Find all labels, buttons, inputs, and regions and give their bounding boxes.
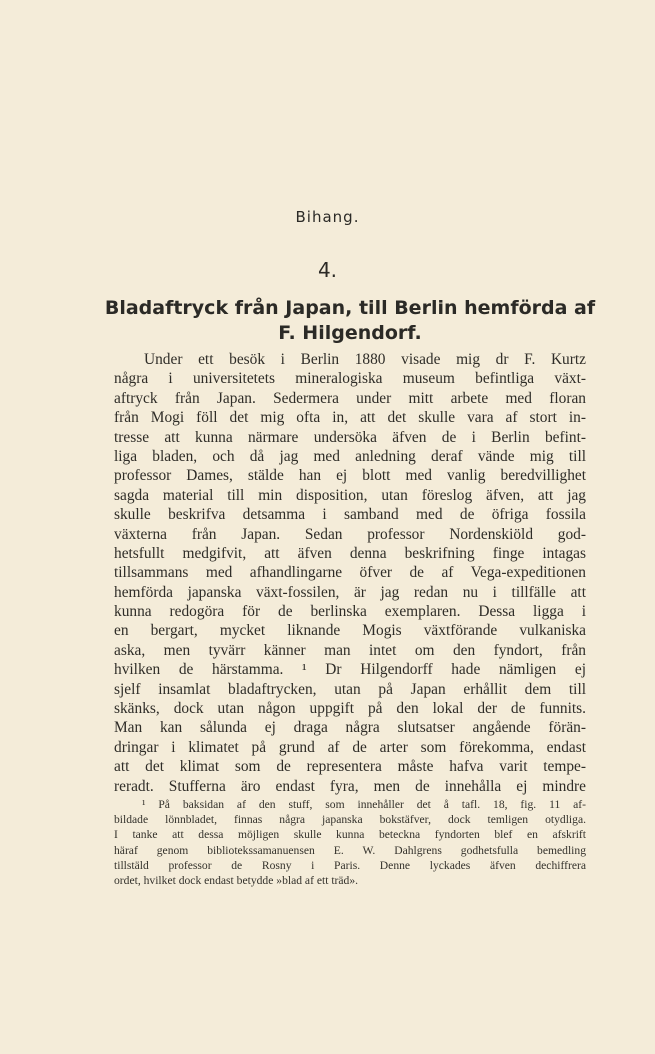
chapter-title [100, 296, 600, 346]
body-line: aftryck från Japan. Sedermera under mitt arbete med floran [114, 389, 586, 407]
body-line: en bergart, mycket liknande Mogis växtförande vulkaniska [114, 622, 586, 640]
footnote-line: bildade lönnbladet, finnas några japanska bokstäfver, dock temligen otydliga. [114, 813, 586, 827]
body-line: från Mogi föll det mig ofta in, att det skulle vara af stort in- [114, 409, 586, 427]
body-line: att det klimat som de representera måste hafva varit tempe- [114, 758, 586, 776]
footnote-line: ¹ På baksidan af den stuff, som innehåller det å tafl. 18, fig. 11 af- [142, 798, 586, 811]
footnote-line: I tanke att dessa möjligen skulle kunna beteckna fyndorten blef en afskrift [114, 828, 586, 842]
body-line: Man kan sålunda ej draga några slutsatser angående förän- [114, 719, 586, 737]
body-line: skänks, dock utan någon uppgift på den lokal der de funnits. [114, 700, 586, 718]
appendix-heading: Bihang. [295, 208, 360, 226]
body-line: växterna från Japan. Sedan professor Nordenskiöld god- [114, 525, 586, 543]
body-line: dringar i klimatet på grund af de arter som förekomma, endast [114, 738, 586, 756]
body-line: hvilken de härstamma. ¹ Dr Hilgendorff hade nämligen ej [114, 661, 586, 679]
body-line: tillsammans med afhandlingarne öfver de af Vega-expeditionen [114, 564, 586, 582]
body-line: professor Dames, stälde han ej blott med vanlig beredvillighet [114, 467, 586, 485]
chapter-number: 4. [317, 258, 338, 282]
body-line: aska, men tyvärr känner man intet om den fyndort, från [114, 641, 586, 659]
body-line: tresse att kunna närmare undersöka äfven de i Berlin befint- [114, 428, 586, 446]
body-line: skulle beskrifva detsamma i samband med de öfriga fossila [114, 506, 586, 524]
body-line: reradt. Stufferna äro endast fyra, men de innehålla ej mindre [114, 777, 586, 795]
body-line: hetsfullt medgifvit, att äfven denna beskrifning finge intagas [114, 544, 586, 562]
body-text [114, 350, 586, 796]
body-line: kunna redogöra för de berlinska exemplaren. Dessa ligga i [114, 603, 586, 621]
body-line: sjelf insamlat bladaftrycken, utan på Japan erhållit dem till [114, 680, 586, 698]
body-line: några i universitetets mineralogiska museum befintliga växt- [114, 370, 586, 388]
body-line: Under ett besök i Berlin 1880 visade mig dr F. Kurtz [144, 351, 586, 368]
chapter-title-line: Bladaftryck från Japan, till Berlin hemförda af [104, 297, 596, 319]
footnote [114, 797, 586, 888]
footnote-line: tillstäld professor de Rosny i Paris. Denne lyckades äfven dechiffrera [114, 858, 586, 872]
footnote-line: ordet, hvilket dock endast betydde »blad af ett träd». [114, 873, 359, 887]
body-line: liga bladen, och då jag med anledning deraf vände mig till [114, 447, 586, 465]
body-line: sagda material till min disposition, utan föreslog äfven, att jag [114, 486, 586, 504]
chapter-title-line: F. Hilgendorf. [278, 322, 422, 344]
body-line: hemförda japanska växt-fossilen, är jag redan nu i tillfälle att [114, 583, 586, 601]
footnote-line: häraf genom bibliotekssamanuensen E. W. Dahlgrens godhetsfulla bemedling [114, 843, 586, 857]
